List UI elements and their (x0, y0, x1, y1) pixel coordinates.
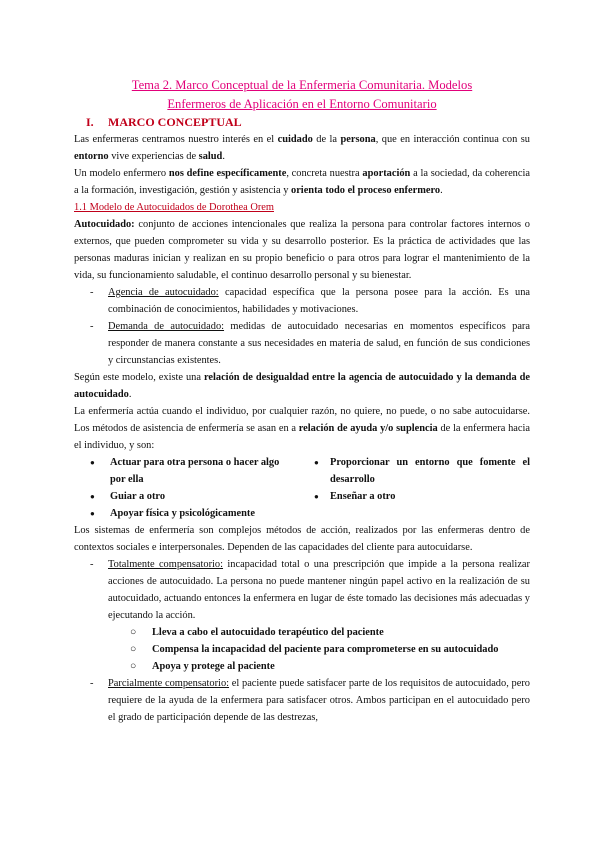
paragraph-desigualdad: Según este modelo, existe una relación de desigualdad entre la agencia de autocuidado y la demanda de autocuidado. (74, 372, 530, 400)
title-line-1: Tema 2. Marco Conceptual de la Enfermeria Comunitaria. Modelos (131, 78, 473, 92)
dash-item-demanda: - Demanda de autocuidado: medidas de autocuidado necesarias en momentos específicos para responder de manera constante a sus necesidades en materia de salud, en función de sus condiciones y circunstancias existentes. (74, 318, 530, 369)
title-line-2: Enfermeros de Aplicación en el Entorno Comunitario (167, 97, 437, 111)
methods-bullet-columns (74, 454, 530, 505)
paragraph-intro: Las enfermeras centramos nuestro interés en el cuidado de la persona, que en interacción continua con su entorno vive experiencias de salud. (74, 134, 530, 162)
dash-item-totalmente: - Totalmente compensatorio: incapacidad total o una prescripción que impide a la persona realizar acciones de autocuidado. La persona no puede mantener ningún papel activo en la realización de su autocuidado, actuando entonces la enfermera en lugar de éste tomado las decisiones más adecuadas y ejecutando la acción. (74, 556, 530, 624)
bullet-column-left (74, 454, 302, 505)
section-heading-marco: I. MARCO CONCEPTUAL (86, 115, 242, 129)
paragraph-enfermeria-actua: La enfermería actúa cuando el individuo, por cualquier razón, no quiere, no puede, o no sabe autocuidarse. Los métodos de asistencia de enfermería se asan en a relación de ayuda y/o suplencia de la enfermera hacia el individuo, y son: (74, 406, 530, 451)
paragraph-autocuidado: Autocuidado: conjunto de acciones intencionales que realiza la persona para controlar factores internos o externos, que pueden comprometer su vida y su desarrollo posterior. Es la práctica de actividades que las personas maduras inician y realizan en su propio beneficio o para otros para lograr el mantenimiento de la vida, su funcionamiento saludable, el continuo desarrollo personal y su bienestar. (74, 219, 530, 281)
bullet-item: ● Enseñar a otro (302, 488, 530, 505)
dash-item-agencia: - Agencia de autocuidado: capacidad específica que la persona posee para la acción. Es una combinación de conocimientos, habilidades y motivaciones. (74, 284, 530, 318)
circle-item: ○ Lleva a cabo el autocuidado terapéutico del paciente (74, 624, 530, 641)
subsection-heading-orem: 1.1 Modelo de Autocuidados de Dorothea Orem (74, 202, 274, 213)
dash-item-parcialmente: - Parcialmente compensatorio: el paciente puede satisfacer parte de los requisitos de autocuidado, pero requiere de la ayuda de la enfermera para satisfacer otros. Ambos participan en el autocuidado pero el grado de participación depende de las destrezas, (74, 675, 530, 726)
circle-item: ○ Compensa la incapacidad del paciente para comprometerse en su autocuidado (74, 641, 530, 658)
document-title (74, 76, 530, 114)
bullet-item: ● Actuar para otra persona o hacer algo por ella (74, 454, 302, 488)
bullet-item: ● Apoyar física y psicológicamente (74, 505, 530, 522)
document-page (74, 76, 530, 726)
circle-item: ○ Apoya y protege al paciente (74, 658, 530, 675)
bullet-item: ● Proporcionar un entorno que fomente el desarrollo (302, 454, 530, 488)
paragraph-modelo: Un modelo enfermero nos define específicamente, concreta nuestra aportación a la sociedad, da coherencia a la formación, investigación, gestión y asistencia y orienta todo el proceso enfermero. (74, 168, 530, 196)
bullet-column-right (302, 454, 530, 505)
paragraph-sistemas: Los sistemas de enfermería son complejos métodos de acción, realizados por las enfermeras dentro de contextos sociales e interpersonales. Dependen de las capacidades del cliente para autocuidarse. (74, 525, 530, 553)
bullet-item: ● Guiar a otro (74, 488, 302, 505)
